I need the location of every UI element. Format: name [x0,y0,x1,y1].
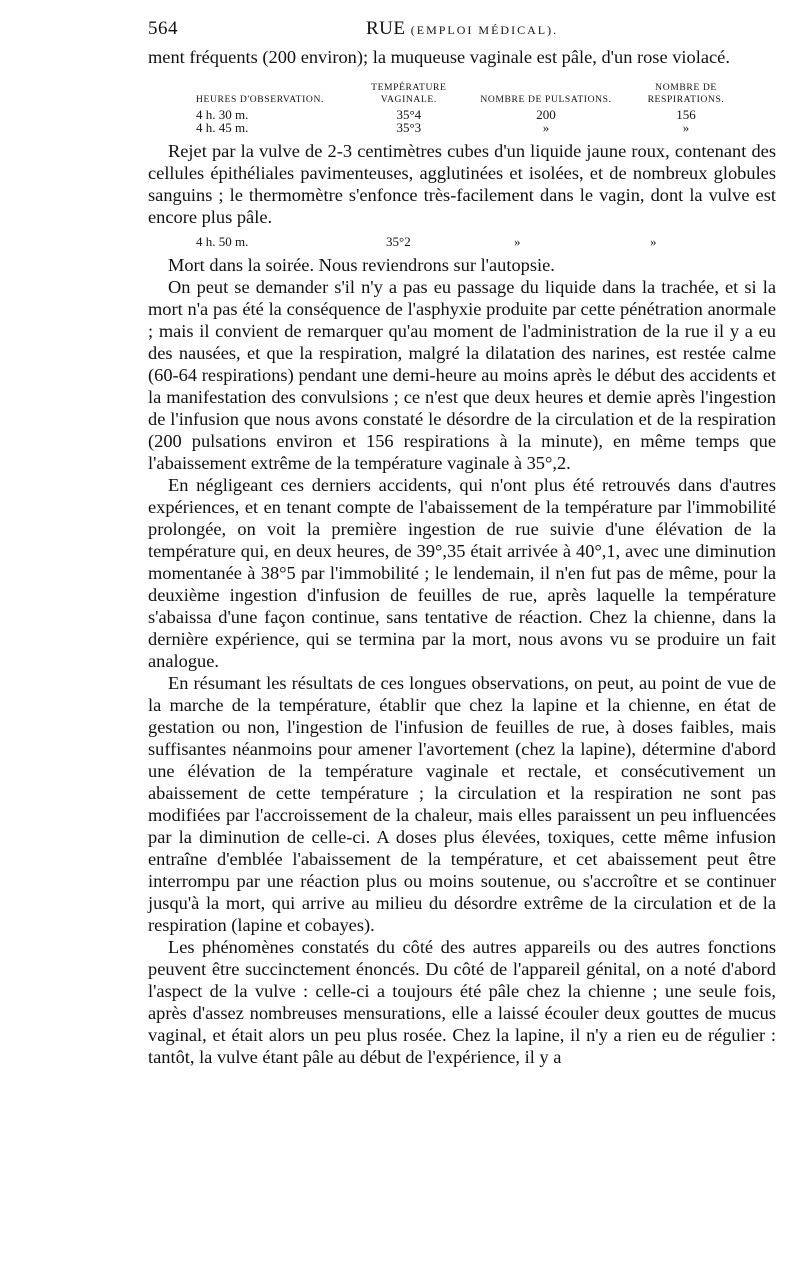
running-header [148,14,776,44]
table-row [196,108,756,121]
paragraph-continued: ment fréquents (200 environ); la muqueuse vaginale est pâle, d'un rose violacé. [148,47,730,67]
paragraph-mort: Mort dans la soirée. Nous reviendrons sur l'autopsie. [168,255,555,275]
table-cell: » [682,120,690,135]
column-header-respirations: NOMBRE DE RESPIRATIONS. [647,82,725,105]
table-cell: 156 [676,107,696,122]
observation-table-header [196,82,756,108]
table-cell: » [650,234,657,249]
table-cell: » [514,234,521,249]
column-header-heures: HEURES D'OBSERVATION. [196,94,324,105]
paragraph-trachee: On peut se demander s'il n'y a pas eu passage du liquide dans la trachée, et si la mort n'a pas été la conséquence de l'asphyxie produite par cette pénétration anormale ; mais il convient de remarquer qu'au moment de l'administration de la rue il y a eu des nausées, et que la respiration, malgré la dilatation des narines, est restée calme (60-64 respirations) pendant une demi-heure au moins après le début des accidents et la manifestation des convulsions ; ce n'est que deux heures et demie après l'ingestion de l'infusion que nous avons constaté le désordre de la circulation et de la respiration (200 pulsations environ et 156 respirations à la minute), en même temps que l'abaissement extrême de la température vaginale à 35°,2. [148,277,776,473]
paragraph-rejet: Rejet par la vulve de 2-3 centimètres cubes d'un liquide jaune roux, contenant des cellules épithéliales pavimenteuses, agglutinées et isolées, et de nombreux globules sanguins ; le thermomètre s'enfonce très-facilement dans le vagin, dont la vulve est encore plus pâle. [148,141,776,227]
paragraph-phenomenes: Les phénomènes constatés du côté des autres appareils ou des autres fonctions peuvent être succinctement énoncés. Du côté de l'appareil génital, on a noté d'abord l'aspect de la vulve : celle-ci a toujours été pâle chez la chienne ; une seule fois, après d'assez nombreuses mensurations, elle a laissé écouler deux gouttes de mucus vaginal, et était alors un peu plus rosée. Chez la lapine, il n'y a rien eu de régulier : tantôt, la vulve étant pâle au début de l'expérience, il y a [148,937,776,1067]
observation-table [196,82,756,134]
column-header-temperature: TEMPÉRATURE VAGINALE. [371,82,447,105]
table-cell: 4 h. 30 m. [196,107,249,122]
page-number: 564 [148,18,178,39]
table-row-single [148,228,776,254]
paragraph-negligeant: En négligeant ces derniers accidents, qui n'ont plus été retrouvés dans d'autres expériences, et en tenant compte de l'abaissement de la température par l'immobilité prolongée, on voit la première ingestion de rue suivie d'une élévation de la température qui, en deux heures, de 39°,35 était arrivée à 40°,1, avec une diminution momentanée à 38°5 par l'immobilité ; le lendemain, il n'en fut pas de même, pour la deuxième ingestion d'infusion de feuilles de rue, après laquelle la température s'abaissa d'une façon continue, sans tentative de réaction. Chez la chienne, dans la dernière expérience, qui se termina par la mort, nous avons vu se produire un fait analogue. [148,475,776,671]
column-header-pulsations: NOMBRE DE PULSATIONS. [480,94,612,105]
table-cell: 35°3 [396,120,422,135]
table-cell: 4 h. 50 m. [196,234,249,249]
table-row [196,121,756,134]
table-cell: » [542,120,550,135]
table-cell: 35°4 [396,107,422,122]
table-cell: 35°2 [386,234,411,249]
table-cell: 4 h. 45 m. [196,120,249,135]
book-page [148,14,776,1068]
table-cell: 200 [536,107,556,122]
running-title-main: RUE [366,18,406,39]
running-title-subtitle: (EMPLOI MÉDICAL). [410,23,559,37]
running-title [366,18,558,40]
paragraph-resumant: En résumant les résultats de ces longues observations, on peut, au point de vue de la marche de la température, établir que chez la lapine et la chienne, en état de gestation ou non, l'ingestion de l'infusion de feuilles de rue, à doses faibles, mais suffisantes néanmoins pour amener l'avortement (chez la lapine), détermine d'abord une élévation de la température vaginale et rectale, et consécutivement un abaissement de cette température ; la circulation et la respiration ne sont pas modifiées par l'accroissement de la chaleur, mais elles paraissent un peu influencées par la diminution de celle-ci. A doses plus élevées, toxiques, cette même infusion entraîne d'emblée l'abaissement de la température, et cet abaissement peut être interrompu par une réaction plus ou moins soutenue, ou s'accroître et se continuer jusqu'à la mort, qui arrive au milieu du désordre extrême de la circulation et de la respiration (lapine et cobayes). [148,673,776,935]
